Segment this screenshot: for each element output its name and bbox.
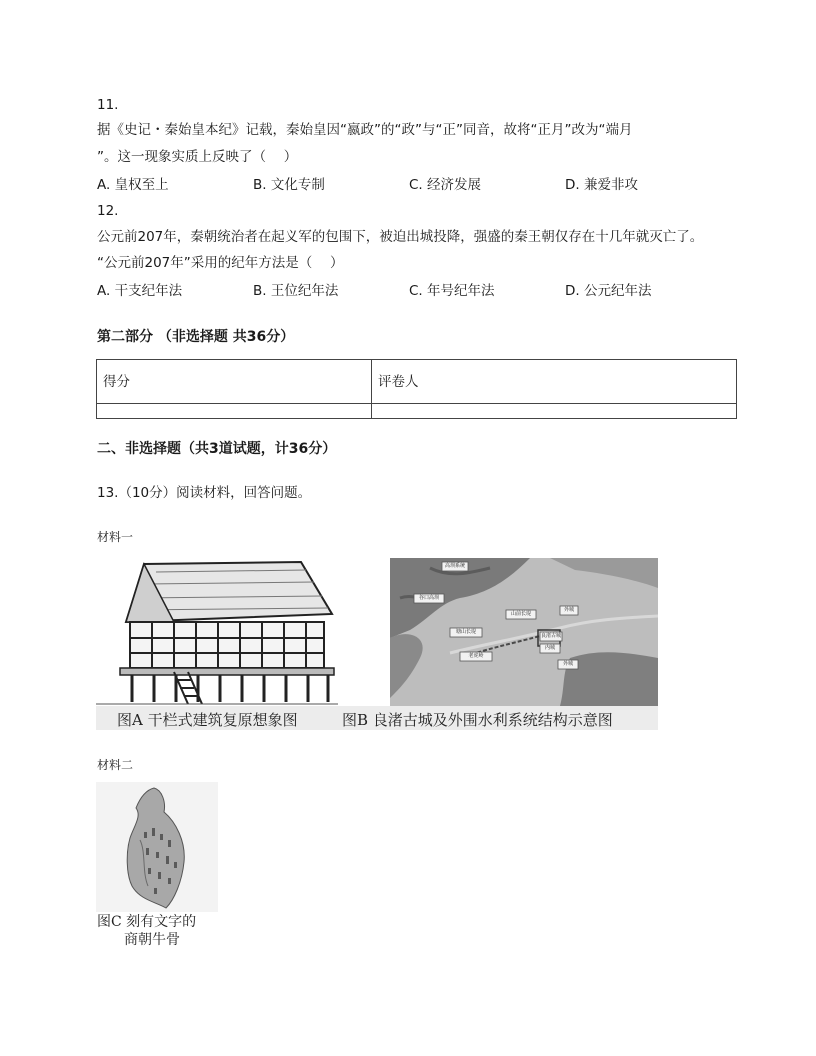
figure-c-caption-line2: 商朝牛骨: [124, 932, 180, 948]
section2-heading: 二、非选择题（共3道试题，计36分）: [97, 441, 337, 457]
part2-heading: 第二部分 （非选择题 共36分）: [97, 329, 295, 345]
map-label: 谷口高坝: [418, 595, 439, 601]
map-label: 老虎岭: [468, 653, 484, 659]
q12-number: 12.: [97, 203, 119, 219]
grader-label: 评卷人: [372, 360, 737, 404]
map-label: 山前长堤: [510, 611, 531, 617]
q11-option-a: A. 皇权至上: [97, 177, 169, 193]
score-table: [96, 359, 737, 419]
map-label: 高坝系统: [444, 563, 465, 569]
q12-option-d: D. 公元纪年法: [565, 283, 652, 299]
score-cell[interactable]: [97, 404, 372, 419]
q11-stem-line2: ”。这一现象实质上反映了（ ）: [97, 149, 298, 165]
q12-stem-line2: “公元前207年”采用的纪年方法是（ ）: [97, 255, 344, 271]
q12-option-c: C. 年号纪年法: [409, 283, 495, 299]
figure-a-caption: 图A 干栏式建筑复原想象图: [117, 711, 298, 729]
figure-a-stilt-house: [96, 556, 338, 706]
q11-stem-line1: 据《史记・秦始皇本纪》记载，秦始皇因“嬴政”的“政”与“正”同音，故将“正月”改为“端月: [97, 122, 633, 138]
material2-label: 材料二: [97, 758, 134, 772]
q11-option-c: C. 经济发展: [409, 177, 482, 193]
q12-stem-line1: 公元前207年，秦朝统治者在起义军的包围下，被迫出城投降，强盛的秦王朝仅存在十几年就灭亡了。: [97, 229, 704, 245]
map-label: 塘山长堤: [455, 629, 476, 635]
q11-option-d: D. 兼爱非攻: [565, 177, 638, 193]
figure-b-caption: 图B 良渚古城及外围水利系统结构示意图: [342, 711, 613, 729]
q13-stem: 13.（10分）阅读材料，回答问题。: [97, 485, 312, 501]
figure-b-liangzhu-map: [390, 558, 658, 706]
figure-c-oracle-bone: [96, 782, 218, 912]
map-label: 外城: [562, 661, 573, 667]
map-label: 外城: [563, 607, 574, 613]
grader-cell[interactable]: [372, 404, 737, 419]
figure-c-caption-line1: 图C 刻有文字的: [97, 914, 197, 930]
map-label: 良渚古城: [540, 633, 561, 639]
q11-option-b: B. 文化专制: [253, 177, 325, 193]
q12-option-a: A. 干支纪年法: [97, 283, 183, 299]
q11-number: 11.: [97, 97, 119, 113]
map-label: 内城: [544, 645, 555, 651]
q12-option-b: B. 王位纪年法: [253, 283, 339, 299]
score-label: 得分: [97, 360, 372, 404]
material1-label: 材料一: [97, 530, 134, 544]
